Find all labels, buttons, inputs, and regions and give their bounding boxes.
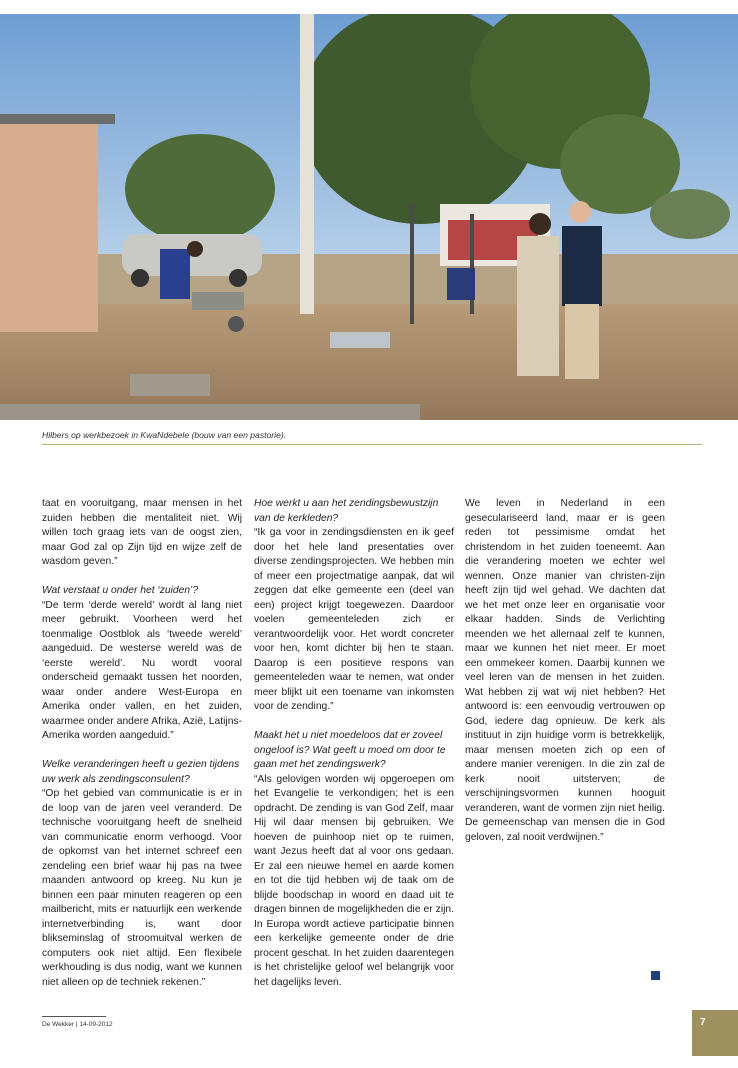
paragraph: “Als gelovigen worden wij opgeroepen om het Evangelie te verkondigen; het is een opdracht. De zending is van God Zelf, maar Hij wil daar mensen bij gebruiken. We hoeven de puinhoop niet op te ruimen, want Jezus heeft dat al voor ons gedaan. Er zal een nieuwe hemel en aarde komen en tot die tijd hebben wij de taak om de blijde boodschap in woord en daad uit te dragen binnen de mogelijkheden die er zijn. In Europa wordt actieve participatie binnen een kerkelijke gemeente onder de drie procent geschat. In het zuiden daarentegen is het christelijke geloof wel belangrijk voor het dagelijks leven.	[254, 773, 454, 988]
interview-question: Maakt het u niet moedeloos dat er zoveel ongeloof is? Wat geeft u moed om door te gaan met het zendingswerk?	[254, 730, 446, 770]
interview-question: Hoe werkt u aan het zendingsbewustzijn van de kerkleden?	[254, 498, 439, 524]
paragraph: “Ik ga voor in zendingsdiensten en ik geef door het hele land presentaties over diverse zendingsprojecten. We hebben min of meer een projectmatige aanpak, dat wil zeggen dat elke gemeente een (deel van een) project krijgt toegewezen. Daardoor voelen gemeenteleden zich er verantwoordelijk voor. Het wordt concreter voor hen, komt dichter bij hen te staan. Daarop is een positieve respons van gemeenteleden waar te nemen, wat onder meer blijkt uit een toename van inkomsten voor de zending.”	[254, 527, 454, 712]
photo-caption: Hilbers op werkbezoek in KwaNdebele (bouw van een pastorie).	[42, 430, 287, 440]
paragraph: taat en vooruitgang, maar mensen in het zuiden hebben die mentaliteit niet. Wij willen toch graag iets van de oogst zien, maar God zal op Zijn tijd en wijze zelf de wasdom geven.”	[42, 498, 242, 567]
caption-divider	[42, 444, 702, 445]
paragraph: “Op het gebied van communicatie is er in de loop van de jaren veel veranderd. De technische vooruitgang heeft de snelheid van communicatie enorm verhoogd. Voor de opkomst van het internet schreef een zendeling een brief waar hij pas na twee maanden antwoord op kreeg. Nu kun je binnen een paar minuten reageren op een mailbericht, mits er natuurlijk een werkende internetverbinding is, want door blikseminslag of stroomuitval werken de computers ook niet altijd. Een flexibele werkhouding is dus nodig, want we kunnen niet alleen op de techniek rekenen.”	[42, 788, 242, 988]
article-end-mark	[651, 971, 660, 980]
text-column-2	[254, 497, 454, 1005]
article-photo	[0, 14, 738, 420]
text-column-3	[465, 497, 665, 860]
page-number: 7	[700, 1017, 706, 1028]
page-number-box	[692, 1010, 738, 1056]
construction-scene-image	[0, 14, 738, 420]
text-column-1	[42, 497, 242, 1005]
interview-question: Welke veranderingen heeft u gezien tijdens uw werk als zendingsconsulent?	[42, 759, 240, 785]
interview-question: Wat verstaat u onder het ‘zuiden’?	[42, 585, 199, 596]
paragraph: We leven in Nederland in een geseculariseerd land, maar er is geen reden tot pessimisme omdat het christendom in het zuiden toeneemt. Aan die verandering moeten we echter wel wennen. Onze manier van christen-zijn heeft zijn tijd wel gehad. We dachten dat we het met onze leer en organisatie voor elkaar hadden. Sinds de Verlichting meenden we het allemaal zelf te kunnen, maar we kunnen het niet meer. Er moet een ommekeer komen. Daarbij kunnen we veel leren van de mensen in het zuiden. Wat hebben zij wat wij niet hebben? Het antwoord is: een eenvoudig vertrouwen op God, iedere dag opnieuw. De kerk als instituut in zijn huidige vorm is betrekkelijk, maar mensen moeten zich op een of andere manier verenigen. In die zin zal de kerk nooit uitsterven; de verschijningsvormen kunnen hooguit veranderen, want de vormen zijn niet heilig. De gemeenschap van mensen die in God geloven, zal nooit verdwijnen.”	[465, 498, 665, 843]
paragraph: “De term ‘derde wereld’ wordt al lang niet meer gebruikt. Voorheen werd het toenmalige Oostblok als ‘tweede wereld’ aangeduid. De westerse wereld was de ‘eerste wereld’. Nu wordt vooral onderscheid gemaakt tussen het noorden, waar onder andere West-Europa en Amerika onder vallen, en het zuiden, waarmee onder andere Afrika, Azië, Latijns-Amerika worden aangeduid.”	[42, 599, 242, 741]
footer-publication: De Wekker | 14-09-2012	[42, 1021, 113, 1028]
footer-divider	[42, 1016, 106, 1017]
